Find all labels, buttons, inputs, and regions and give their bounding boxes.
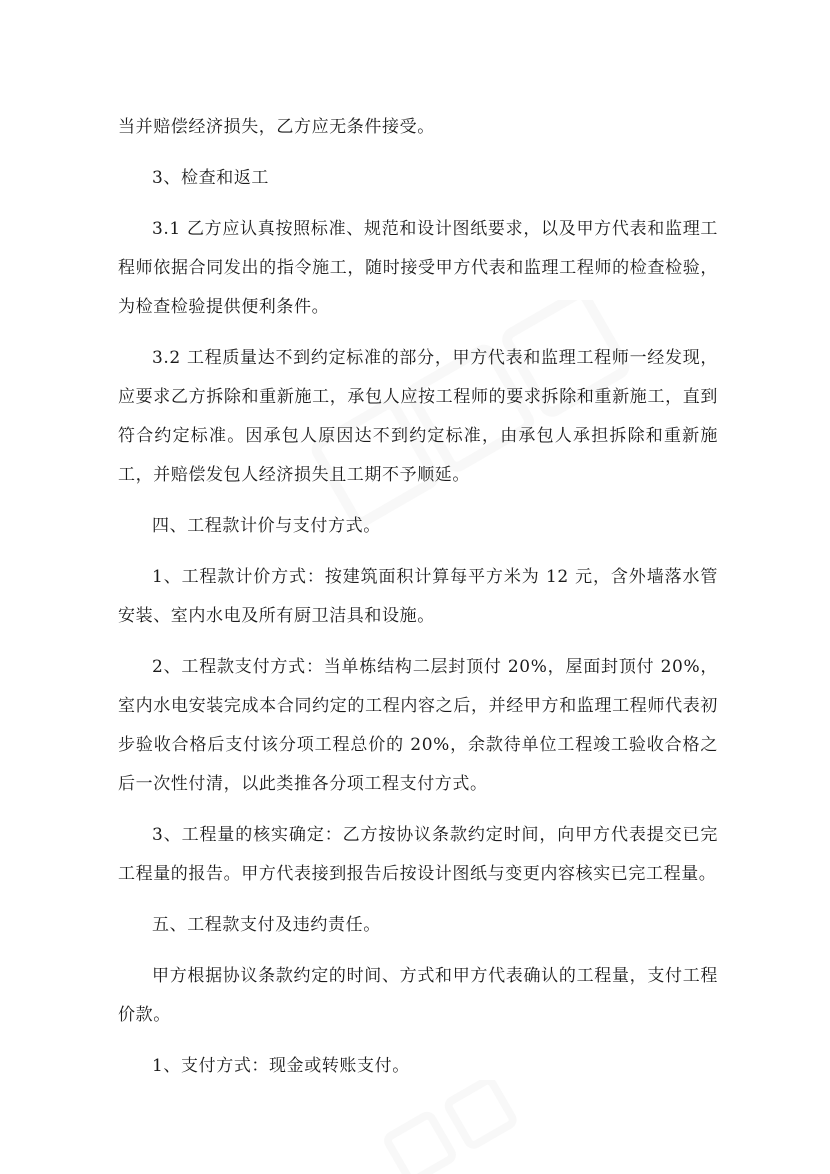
paragraph-quantity-verification: 3、工程量的核实确定：乙方按协议条款约定时间，向甲方代表提交已完工程量的报告。甲方代表接到报告后按设计图纸与变更内容核实已完工程量。 [118, 825, 718, 884]
paragraph-continuation: 当并赔偿经济损失，乙方应无条件接受。 [118, 117, 435, 137]
paragraph-payment-method: 2、工程款支付方式：当单栋结构二层封顶付 20%，屋面封顶付 20%，室内水电安装完成本合同约定的工程内容之后，并经甲方和监理工程师代表初步验收合格后支付该分项工程总价的 20%，余款待单位工程竣工验收合格之后一次性付清，以此类推各分项工程支付方式。 [118, 657, 718, 794]
watermark-logo-bottom [360, 1080, 560, 1174]
paragraph-payment-form: 1、支付方式：现金或转账支付。 [152, 1056, 410, 1076]
paragraph-pricing-method: 1、工程款计价方式：按建筑面积计算每平方米为 12 元，含外墙落水管安装、室内水电及所有厨卫洁具和设施。 [118, 567, 718, 626]
paragraph-3-2: 3.2 工程质量达不到约定标准的部分，甲方代表和监理工程师一经发现，应要求乙方拆除和重新施工，承包人应按工程师的要求拆除和重新施工，直到符合约定标准。因承包人原因达不到约定标准，由承包人承担拆除和重新施工，并赔偿发包人经济损失且工期不予顺延。 [118, 348, 718, 485]
heading-payment-liability: 五、工程款支付及违约责任。 [152, 915, 381, 935]
paragraph-3-1: 3.1 乙方应认真按照标准、规范和设计图纸要求，以及甲方代表和监理工程师依据合同发出的指令施工，随时接受甲方代表和监理工程师的检查检验，为检查检验提供便利条件。 [118, 219, 718, 317]
heading-pricing-payment: 四、工程款计价与支付方式。 [152, 516, 381, 536]
document-body [118, 108, 718, 1086]
heading-inspection-rework: 3、检查和返工 [152, 168, 270, 188]
paragraph-party-a-payment: 甲方根据协议条款约定的时间、方式和甲方代表确认的工程量，支付工程价款。 [118, 966, 718, 1025]
